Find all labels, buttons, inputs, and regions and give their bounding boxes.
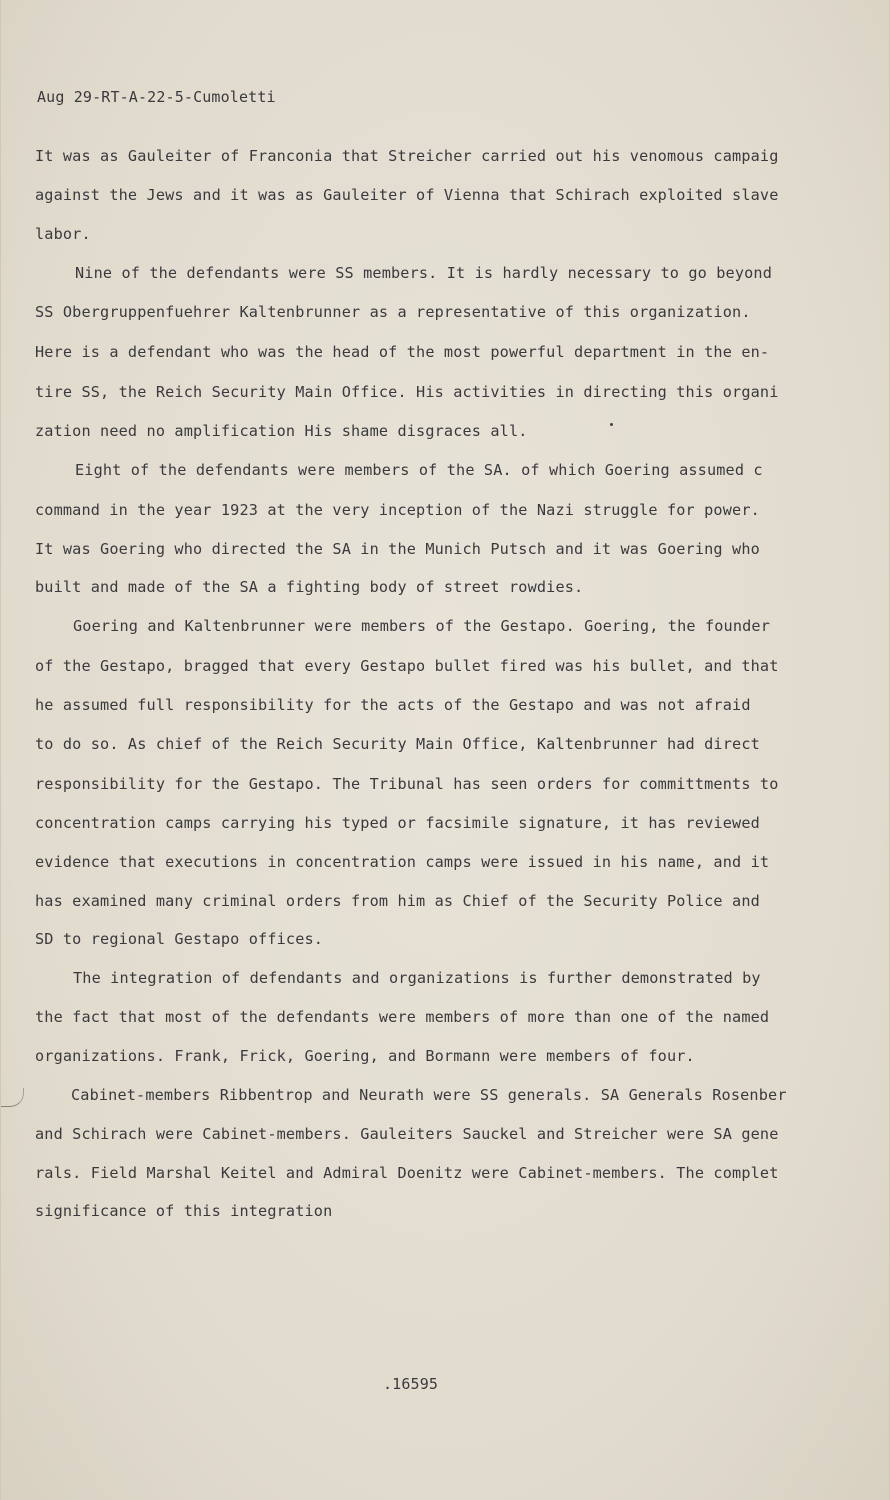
body-line: responsibility for the Gestapo. The Tribunal has seen orders for committments to: [35, 775, 779, 793]
body-line: has examined many criminal orders from him as Chief of the Security Police and: [35, 892, 760, 910]
body-line: Here is a defendant who was the head of the most powerful department in the en-: [35, 343, 770, 361]
ink-speck: [610, 423, 613, 426]
body-line: It was Goering who directed the SA in the Munich Putsch and it was Goering who: [35, 540, 760, 558]
body-line: Eight of the defendants were members of the SA. of which Goering assumed c: [75, 461, 763, 479]
page-number: .16595: [383, 1375, 439, 1393]
body-line: against the Jews and it was as Gauleiter of Vienna that Schirach exploited slave: [35, 186, 779, 204]
body-line: and Schirach were Cabinet-members. Gauleiters Sauckel and Streicher were SA gene: [35, 1125, 779, 1143]
body-line: The integration of defendants and organizations is further demonstrated by: [73, 969, 761, 987]
document-header-reference: Aug 29-RT-A-22-5-Cumoletti: [37, 88, 276, 106]
body-line: Goering and Kaltenbrunner were members of the Gestapo. Goering, the founder: [73, 617, 771, 635]
body-line: organizations. Frank, Frick, Goering, and Bormann were members of four.: [35, 1047, 695, 1065]
body-line: of the Gestapo, bragged that every Gestapo bullet fired was his bullet, and that: [35, 657, 779, 675]
page-fold-mark: [1, 1088, 24, 1107]
body-line: zation need no amplification His shame disgraces all.: [35, 422, 528, 440]
body-line: command in the year 1923 at the very inception of the Nazi struggle for power.: [35, 501, 760, 519]
body-line: the fact that most of the defendants were members of more than one of the named: [35, 1008, 770, 1026]
body-line: evidence that executions in concentration camps were issued in his name, and it: [35, 853, 770, 871]
body-line: he assumed full responsibility for the acts of the Gestapo and was not afraid: [35, 696, 751, 714]
body-line: to do so. As chief of the Reich Security Main Office, Kaltenbrunner had direct: [35, 735, 760, 753]
body-line: concentration camps carrying his typed or facsimile signature, it has reviewed: [35, 814, 760, 832]
body-line: rals. Field Marshal Keitel and Admiral Doenitz were Cabinet-members. The complet: [35, 1164, 779, 1182]
body-line: labor.: [35, 225, 91, 243]
body-line: SS Obergruppenfuehrer Kaltenbrunner as a representative of this organization.: [35, 303, 751, 321]
body-line: It was as Gauleiter of Franconia that Streicher carried out his venomous campaig: [35, 147, 779, 165]
body-line: significance of this integration: [35, 1202, 333, 1220]
body-line: Cabinet-members Ribbentrop and Neurath were SS generals. SA Generals Rosenber: [71, 1086, 787, 1104]
body-line: Nine of the defendants were SS members. It is hardly necessary to go beyond: [75, 264, 773, 282]
body-line: built and made of the SA a fighting body of street rowdies.: [35, 578, 584, 596]
body-line: SD to regional Gestapo offices.: [35, 930, 324, 948]
body-line: tire SS, the Reich Security Main Office. His activities in directing this organi: [35, 383, 779, 401]
